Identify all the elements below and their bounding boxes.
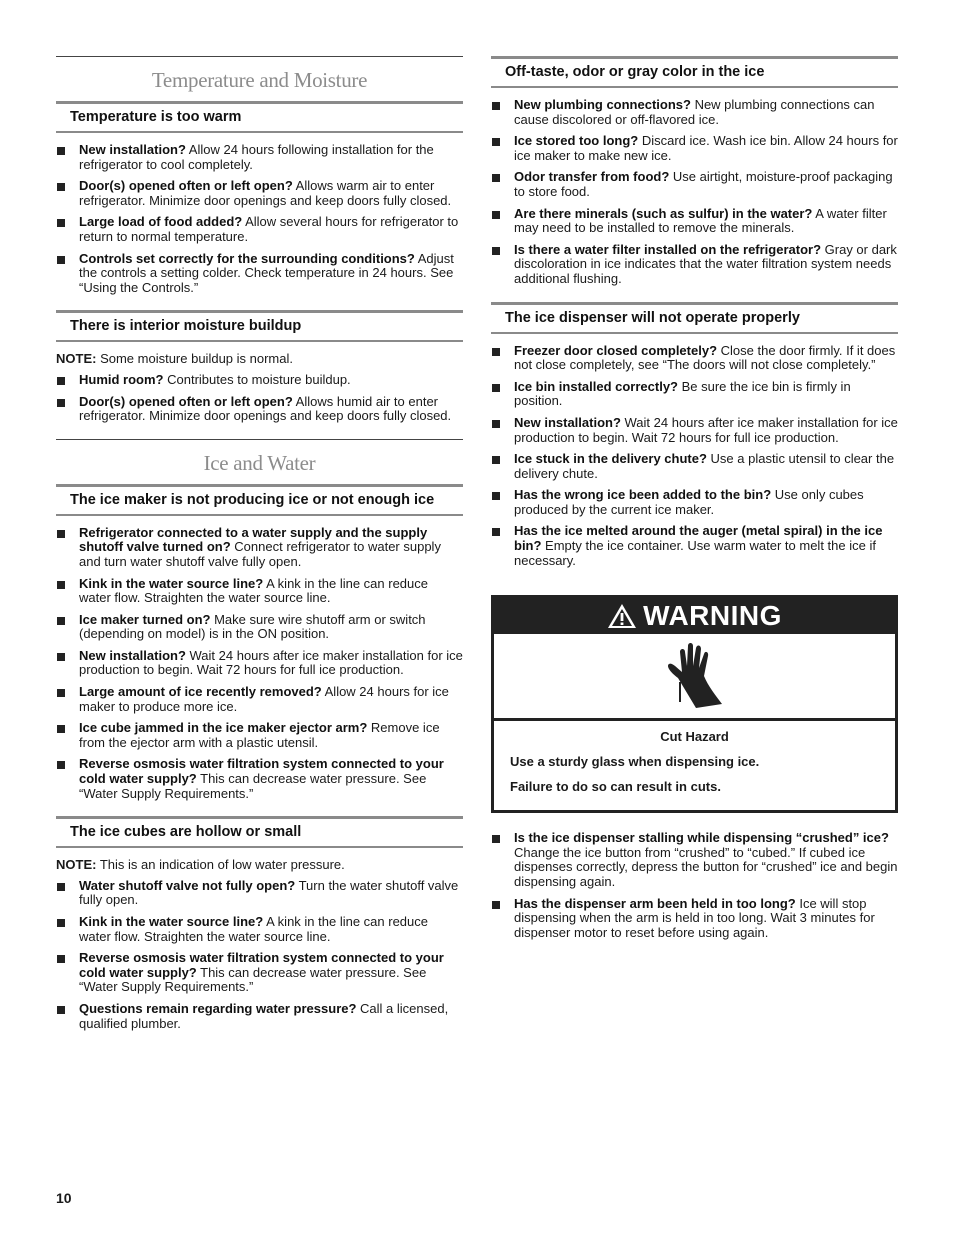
- item-question: Has the ice melted around the auger (metal spiral) in the ice bin?: [514, 523, 883, 554]
- item-question: Kink in the water source line?: [79, 575, 264, 591]
- bullet-square-icon: [492, 901, 500, 909]
- bullet-square-icon: [492, 420, 500, 428]
- bullet-square-icon: [57, 617, 65, 625]
- bullet-square-icon: [492, 492, 500, 500]
- list-item: [56, 526, 463, 570]
- bullet-square-icon: [492, 348, 500, 356]
- list-item: [491, 207, 898, 236]
- list-item: [491, 243, 898, 287]
- item-answer: Be sure the ice bin is firmly in position.: [514, 378, 851, 409]
- list-item: [56, 577, 463, 606]
- bullet-square-icon: [57, 256, 65, 264]
- bullet-list: [56, 143, 463, 295]
- item-answer: Close the door firmly. If it does not close completely, see “The doors will not close completely.”: [514, 342, 896, 373]
- list-item: [56, 951, 463, 995]
- bullet-square-icon: [492, 835, 500, 843]
- item-answer: Ice will stop dispensing when the arm is held in too long. Wait 3 minutes for dispenser motor to reset before using again.: [514, 895, 875, 940]
- item-question: Humid room?: [79, 371, 164, 387]
- list-item: [56, 1002, 463, 1031]
- item-question: Large amount of ice recently removed?: [79, 684, 322, 700]
- item-question: Ice cube jammed in the ice maker ejector arm?: [79, 720, 368, 736]
- list-item: [491, 452, 898, 481]
- list-item: [491, 897, 898, 941]
- list-item: [491, 524, 898, 568]
- spacer: [491, 294, 898, 302]
- item-question: Ice stored too long?: [514, 133, 639, 149]
- list-item: [491, 831, 898, 889]
- item-answer: A water filter may need to be installed to remove the minerals.: [514, 205, 887, 236]
- warning-label: WARNING: [643, 600, 782, 632]
- section-title: Temperature and Moisture: [56, 56, 463, 93]
- item-question: New plumbing connections?: [514, 97, 691, 112]
- item-answer: Use only cubes produced by the current ice maker.: [514, 487, 864, 517]
- spacer: [56, 431, 463, 439]
- item-answer: Allow 24 hours following installation for the refrigerator to cool completely.: [79, 142, 434, 172]
- item-question: Large load of food added?: [79, 214, 243, 230]
- item-question: New installation?: [514, 414, 621, 430]
- item-question: Freezer door closed completely?: [514, 342, 718, 358]
- item-answer: Allow 24 hours for ice maker to produce more ice.: [79, 684, 449, 714]
- note-label: NOTE:: [56, 351, 97, 367]
- list-item: [56, 613, 463, 642]
- warning-instruction: Use a sturdy glass when dispensing ice.: [510, 754, 760, 770]
- list-item: [491, 488, 898, 517]
- item-answer: Connect refrigerator to water supply and turn water shutoff valve fully open.: [79, 539, 441, 569]
- item-question: Ice bin installed correctly?: [514, 378, 678, 394]
- warning-header: [494, 598, 895, 634]
- right-column: [491, 56, 898, 947]
- item-question: Reverse osmosis water filtration system connected to your cold water supply?: [79, 756, 444, 787]
- item-answer: Allows warm air to enter refrigerator. Minimize door openings and keep doors fully closed.: [79, 178, 452, 208]
- spacer: [56, 1038, 463, 1046]
- list-item: [56, 179, 463, 208]
- list-item: [56, 915, 463, 944]
- bullet-square-icon: [492, 456, 500, 464]
- warning-consequence: Failure to do so can result in cuts.: [510, 779, 721, 795]
- bullet-square-icon: [492, 528, 500, 536]
- item-answer: Adjust the controls a setting colder. Check temperature in 24 hours. See “Using the Controls.”: [79, 250, 454, 295]
- list-item: [56, 879, 463, 908]
- note-text: [56, 858, 463, 873]
- cut-hazard-pictogram: [494, 634, 895, 721]
- subsection-heading: Temperature is too warm: [56, 101, 463, 133]
- list-item: [56, 143, 463, 172]
- list-item: [491, 380, 898, 409]
- subsection-heading: The ice dispenser will not operate properly: [491, 302, 898, 334]
- list-item: [491, 170, 898, 199]
- list-item: [56, 373, 463, 388]
- item-answer: Allow several hours for refrigerator to return to normal temperature.: [79, 214, 459, 244]
- item-answer: New plumbing connections can cause discolored or off-flavored ice.: [514, 97, 875, 127]
- item-answer: Contributes to moisture buildup.: [163, 371, 351, 387]
- list-item: [56, 395, 463, 424]
- item-question: Is the ice dispenser stalling while dispensing “crushed” ice?: [514, 830, 889, 846]
- warning-text-block: [494, 721, 895, 810]
- item-question: New installation?: [79, 647, 186, 663]
- item-question: Questions remain regarding water pressure?: [79, 1000, 357, 1016]
- note-body: This is an indication of low water pressure.: [96, 857, 345, 873]
- warning-box: [491, 595, 898, 813]
- bullet-square-icon: [57, 883, 65, 891]
- item-question: Is there a water filter installed on the refrigerator?: [514, 241, 822, 257]
- item-question: Door(s) opened often or left open?: [79, 393, 293, 409]
- list-item: [56, 649, 463, 678]
- bullet-square-icon: [57, 377, 65, 385]
- bullet-square-icon: [492, 138, 500, 146]
- bullet-square-icon: [57, 653, 65, 661]
- bullet-square-icon: [57, 955, 65, 963]
- bullet-square-icon: [57, 1006, 65, 1014]
- subsection-heading: Off-taste, odor or gray color in the ice: [491, 56, 898, 88]
- alert-triangle-icon: [607, 603, 637, 629]
- bullet-list: [491, 344, 898, 569]
- item-answer: Discard ice. Wash ice bin. Allow 24 hours for ice maker to make new ice.: [514, 133, 898, 163]
- item-answer: Remove ice from the ejector arm with a plastic utensil.: [79, 720, 440, 750]
- bullet-square-icon: [492, 211, 500, 219]
- bullet-square-icon: [57, 530, 65, 538]
- bullet-square-icon: [57, 219, 65, 227]
- list-item: [56, 685, 463, 714]
- item-question: Kink in the water source line?: [79, 914, 264, 929]
- bullet-square-icon: [57, 581, 65, 589]
- subsection-heading: There is interior moisture buildup: [56, 310, 463, 342]
- bullet-square-icon: [492, 384, 500, 392]
- note-label: NOTE:: [56, 857, 97, 873]
- item-question: Are there minerals (such as sulfur) in the water?: [514, 205, 813, 221]
- subsection-heading: The ice cubes are hollow or small: [56, 816, 463, 848]
- bullet-square-icon: [492, 174, 500, 182]
- item-answer: A kink in the line can reduce water flow. Straighten the water source line.: [79, 575, 428, 606]
- list-item: [491, 344, 898, 373]
- item-answer: Turn the water shutoff valve fully open.: [79, 877, 459, 908]
- bullet-square-icon: [492, 247, 500, 255]
- item-answer: A kink in the line can reduce water flow. Straighten the water source line.: [79, 914, 428, 944]
- list-item: [491, 98, 898, 127]
- subsection-heading: The ice maker is not producing ice or not enough ice: [56, 484, 463, 516]
- section-title: Ice and Water: [56, 439, 463, 476]
- hazard-title: Cut Hazard: [660, 729, 729, 745]
- item-answer: Make sure wire shutoff arm or switch (depending on model) is in the ON position.: [79, 611, 426, 642]
- list-item: [56, 252, 463, 296]
- item-answer: Allows humid air to enter refrigerator. Minimize door openings and keep doors fully closed.: [79, 393, 452, 424]
- bullet-list: [491, 98, 898, 287]
- bullet-square-icon: [57, 399, 65, 407]
- item-question: Has the wrong ice been added to the bin?: [514, 487, 772, 503]
- list-item: [491, 416, 898, 445]
- list-item: [56, 215, 463, 244]
- note-text: [56, 352, 463, 367]
- bullet-list: [56, 526, 463, 802]
- bullet-list: [56, 879, 463, 1031]
- item-answer: This can decrease water pressure. See “Water Supply Requirements.”: [79, 964, 427, 995]
- bullet-square-icon: [57, 689, 65, 697]
- item-answer: Use airtight, moisture-proof packaging to store food.: [514, 169, 893, 199]
- note-body: Some moisture buildup is normal.: [96, 351, 293, 367]
- page-number: 10: [56, 1190, 72, 1206]
- bullet-square-icon: [57, 919, 65, 927]
- spacer: [56, 808, 463, 816]
- item-question: Door(s) opened often or left open?: [79, 178, 293, 194]
- bullet-list: [56, 373, 463, 424]
- item-question: Water shutoff valve not fully open?: [79, 877, 296, 893]
- item-answer: Gray or dark discoloration in ice indicates that the water filtration system needs additional flushing.: [514, 241, 897, 286]
- item-answer: This can decrease water pressure. See “Water Supply Requirements.”: [79, 771, 427, 801]
- cut-hand-icon: [660, 642, 730, 710]
- item-question: Ice maker turned on?: [79, 611, 211, 627]
- bullet-square-icon: [57, 761, 65, 769]
- item-question: Controls set correctly for the surrounding conditions?: [79, 250, 415, 266]
- list-item: [491, 134, 898, 163]
- item-answer: Call a licensed, qualified plumber.: [79, 1000, 449, 1031]
- item-question: New installation?: [79, 142, 186, 157]
- item-answer: Use a plastic utensil to clear the delivery chute.: [514, 451, 895, 481]
- bullet-list: [491, 831, 898, 940]
- item-answer: Empty the ice container. Use warm water to melt the ice if necessary.: [514, 538, 876, 568]
- item-answer: Change the ice button from “crushed” to “cubed.” If cubed ice dispenses correctly, depress the button for “crushed” ice and begin dispensing again.: [514, 844, 898, 890]
- bullet-square-icon: [57, 147, 65, 155]
- spacer: [491, 575, 898, 583]
- item-question: Has the dispenser arm been held in too long?: [514, 895, 796, 911]
- spacer: [56, 302, 463, 310]
- bullet-square-icon: [57, 725, 65, 733]
- item-question: Odor transfer from food?: [514, 169, 670, 185]
- bullet-square-icon: [57, 183, 65, 191]
- list-item: [56, 757, 463, 801]
- item-answer: Wait 24 hours after ice maker installation for ice production to begin. Wait 72 hours for full ice production.: [79, 647, 463, 678]
- item-question: Reverse osmosis water filtration system connected to your cold water supply?: [79, 950, 444, 980]
- bullet-square-icon: [492, 102, 500, 110]
- item-question: Ice stuck in the delivery chute?: [514, 451, 707, 467]
- list-item: [56, 721, 463, 750]
- item-question: Refrigerator connected to a water supply and the supply shutoff valve turned on?: [79, 524, 428, 555]
- item-answer: Wait 24 hours after ice maker installation for ice production to begin. Wait 72 hours for full ice production.: [514, 414, 898, 445]
- left-column: [56, 56, 463, 1046]
